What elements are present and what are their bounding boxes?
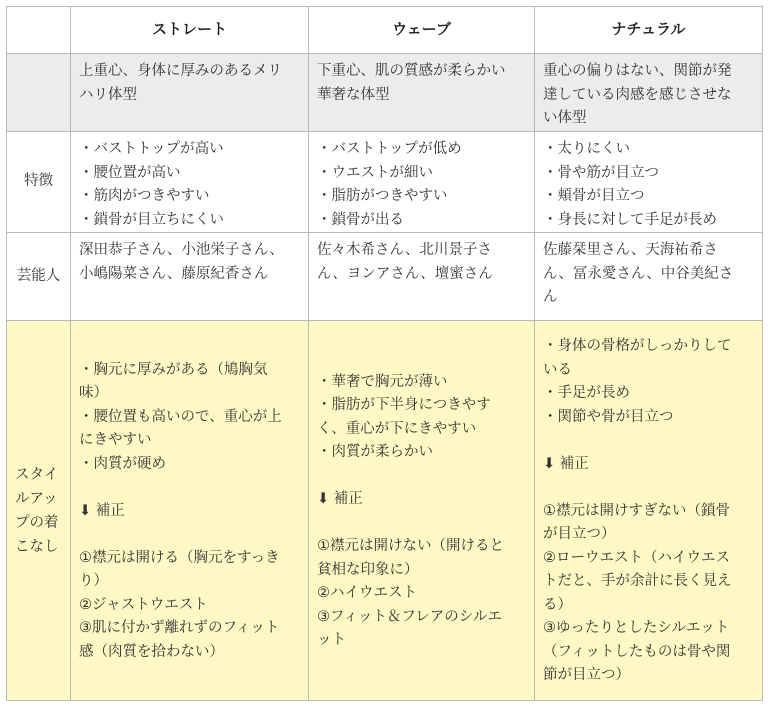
cell-line: ・バストトップが低め [317,141,462,157]
features-straight [71,132,309,233]
cell-line: プの着 [15,514,59,531]
cell-line: ・華奢で胸元が薄い [317,373,448,390]
cell-line [543,429,755,453]
cell-line: い体型 [543,110,587,126]
celebrities-wave [309,233,535,321]
cell-line: ・肉質が硬め [79,455,166,472]
cell-line: ・ウエストが細い [317,164,433,181]
cell-line: ⬇ 補正 [79,502,125,519]
cell-line: こなし [15,538,59,555]
cell-line: 味） [79,385,108,402]
styling-label [7,321,71,701]
cell-line: ん、冨永愛さん、中谷美紀さ [543,265,734,282]
cell-line: 下重心、肌の質感が柔らかい [317,63,506,79]
cell-line: 達している肉感を感じさせな [543,86,732,103]
cell-line: ・手足が長め [543,385,630,402]
header-straight: ストレート [71,7,309,54]
features-label: 特徴 [7,132,71,233]
cell-line: ルアッ [15,490,58,507]
cell-line: が目立つ） [543,526,616,543]
cell-line: 深田恭子さん、小池栄子さん、 [79,242,284,258]
cell-line: ②ジャストウエスト [79,596,208,613]
cell-line: ・筋肉がつきやすい [79,188,210,204]
styling-row [7,321,763,701]
cell-line: ・身長に対して手足が長め [543,211,717,228]
cell-line: ・脂肪がつきやすい [317,188,448,204]
header-corner-cell [7,7,71,54]
cell-line: 重心の偏りはない、関節が発 [543,63,732,79]
styling-natural [535,321,763,701]
cell-line: ②ローウエスト（ハイウエス [543,549,730,566]
cell-line: 節が目立つ） [543,667,630,684]
cell-line: ・脂肪が下半身につきやす [317,397,491,413]
cell-line: ②ハイウエスト [317,585,417,601]
cell-line: ・肉質が柔らかい [317,444,433,460]
header-row [7,7,763,54]
cell-line: く、重心が下にきやすい [317,420,477,437]
overview-wave [309,54,535,132]
cell-line: ③ゆったりとしたシルエット [543,620,730,637]
cell-line: ・骨や筋が目立つ [543,164,659,181]
cell-line [317,512,527,536]
celebrities-straight [71,233,309,321]
cell-line: 感（肉質を拾わない） [79,643,224,660]
cell-line: 上重心、身体に厚みのあるメリ [79,63,282,79]
celebrities-row [7,233,763,321]
cell-line: ①襟元は開ける（胸元をすっき [79,549,280,566]
features-wave [309,132,535,233]
styling-straight [71,321,309,701]
cell-line: ・関節や骨が目立つ [543,408,674,425]
cell-line: （フィットしたものは骨や関 [543,643,731,660]
body-type-comparison-table [6,6,763,701]
cell-line: ・鎖骨が目立ちにくい [79,211,224,228]
cell-line: ・身体の骨格がしっかりして [543,338,732,355]
cell-line: ・鎖骨が出る [317,211,404,228]
overview-label [7,54,71,132]
cell-line: ・胸元に厚みがある（鳩胸気 [79,361,268,378]
cell-line: る） [543,596,572,613]
cell-line: ⬇ 補正 [543,455,589,472]
celebrities-natural [535,233,763,321]
cell-line: ット [317,632,346,648]
cell-line: ん [543,289,558,305]
cell-line [79,523,301,547]
cell-line [79,476,301,500]
cell-line: ん、ヨンアさん、壇蜜さん [317,265,493,282]
overview-row [7,54,763,132]
cell-line: 小嶋陽菜さん、藤原紀香さん [79,265,269,282]
cell-line: ⬇ 補正 [317,491,363,507]
cell-line: 佐藤栞里さん、天海祐希さ [543,242,718,258]
cell-line: ・腰位置が高い [79,164,181,181]
cell-line: ③肌に付かず離れずのフィット [79,620,280,637]
cell-line: 貧相な印象に） [317,561,419,578]
cell-line: ①襟元は開けない（開けると [317,538,504,554]
header-wave: ウェーブ [309,7,535,54]
cell-line: ・頬骨が目立つ [543,188,645,204]
features-row [7,132,763,233]
overview-natural [535,54,763,132]
styling-wave [309,321,535,701]
header-natural: ナチュラル [535,7,763,54]
cell-line: 華奢な体型 [317,86,390,103]
features-natural [535,132,763,233]
cell-line: にきやすい [79,432,152,449]
overview-straight [71,54,309,132]
cell-line: 佐々木希さん、北川景子さ [317,242,492,258]
cell-line [543,476,755,500]
cell-line: り） [79,573,108,590]
cell-line: ・太りにくい [543,141,630,157]
cell-line: ・腰位置も高いので、重心が上 [79,408,282,425]
cell-line: ①襟元は開けすぎない（鎖骨 [543,502,730,519]
cell-line: スタイ [15,466,59,483]
cell-line: ・バストトップが高い [79,141,224,157]
cell-line [317,465,527,489]
cell-line: トだと、手が余計に長く見え [543,573,732,590]
cell-line: いる [543,361,572,378]
cell-line: ③フィット＆フレアのシルエ [317,608,502,625]
cell-line: ハリ体型 [79,86,137,103]
celebrities-label: 芸能人 [7,233,71,321]
